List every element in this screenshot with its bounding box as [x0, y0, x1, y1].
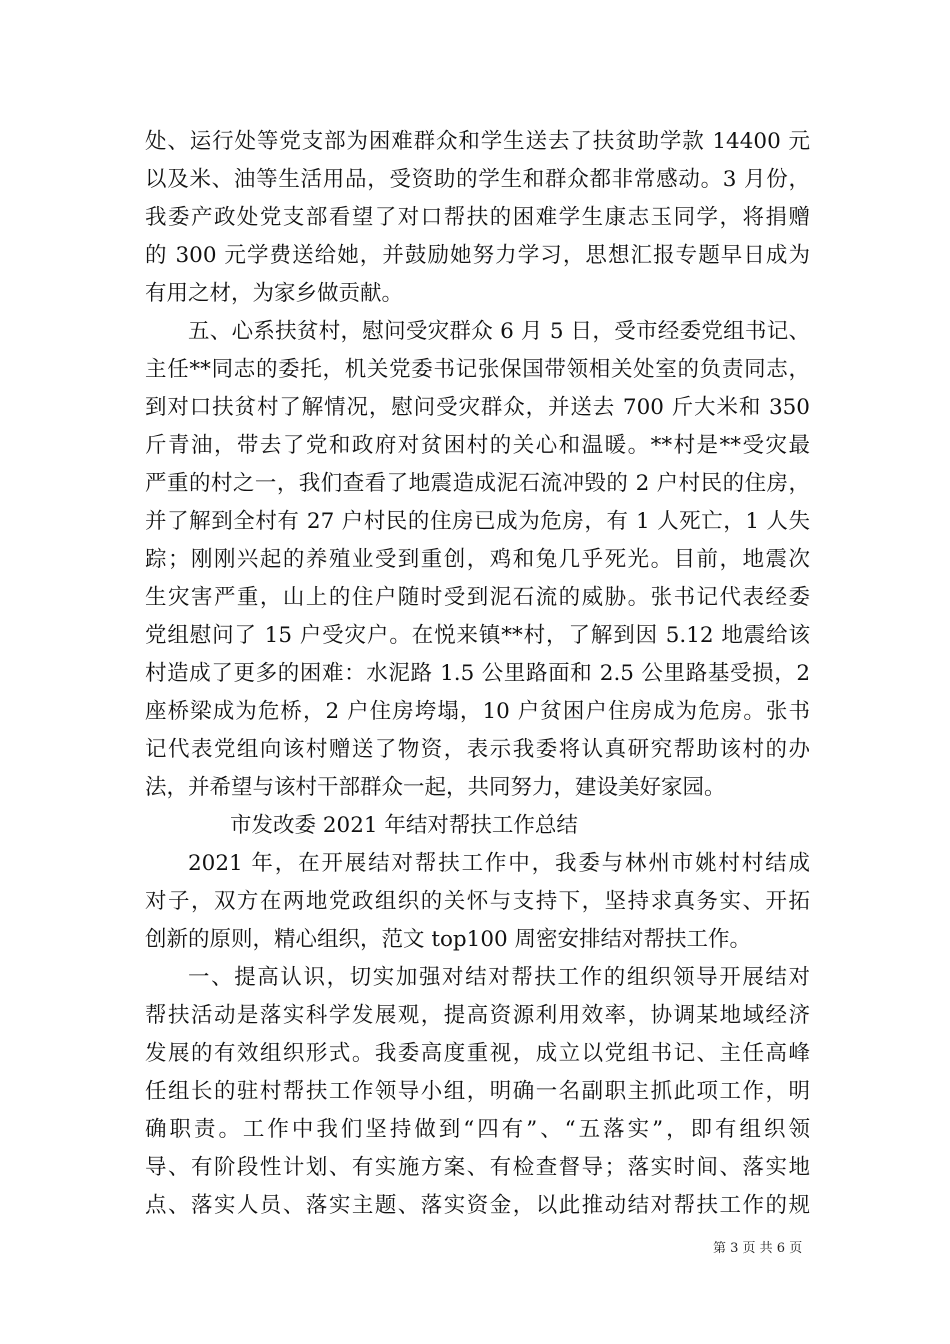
body-text-line: 确职责。工作中我们坚持做到“四有”、“五落实”，即有组织领 — [145, 1117, 810, 1142]
body-text-line: 法，并希望与该村干部群众一起，共同努力，建设美好家园。 — [145, 775, 726, 800]
body-text-line: 主任**同志的委托，机关党委书记张保国带领相关处室的负责同志， — [145, 357, 810, 382]
body-text-line: 帮扶活动是落实科学发展观，提高资源利用效率，协调某地域经济 — [145, 1003, 810, 1028]
body-text-line: 的 300 元学费送给她，并鼓励她努力学习，思想汇报专题早日成为 — [145, 243, 810, 268]
body-text-line: 座桥梁成为危桥，2 户住房垮塌，10 户贫困户住房成为危房。张书 — [145, 699, 810, 724]
body-text-line: 导、有阶段性计划、有实施方案、有检查督导；落实时间、落实地 — [145, 1155, 810, 1180]
body-text-line: 我委产政处党支部看望了对口帮扶的困难学生康志玉同学，将捐赠 — [145, 205, 810, 230]
body-text-line: 发展的有效组织形式。我委高度重视，成立以党组书记、主任高峰 — [145, 1041, 810, 1066]
body-text-line: 党组慰问了 15 户受灾户。在悦来镇**村，了解到因 5.12 地震给该 — [145, 623, 810, 648]
paragraph-first-line: 一、提高认识，切实加强对结对帮扶工作的组织领导开展结对 — [188, 965, 810, 990]
section-title: 市发改委 2021 年结对帮扶工作总结 — [230, 813, 578, 838]
body-text-line: 对子，双方在两地党政组织的关怀与支持下，坚持求真务实、开拓 — [145, 889, 810, 914]
body-text-line: 有用之材，为家乡做贡献。 — [145, 281, 404, 306]
paragraph-first-line: 2021 年，在开展结对帮扶工作中，我委与林州市姚村村结成 — [188, 851, 810, 876]
body-text-line: 创新的原则，精心组织，范文 top100 周密安排结对帮扶工作。 — [145, 927, 752, 952]
body-text-line: 踪；刚刚兴起的养殖业受到重创，鸡和兔几乎死光。目前，地震次 — [145, 547, 810, 572]
body-text-line: 任组长的驻村帮扶工作领导小组，明确一名副职主抓此项工作，明 — [145, 1079, 810, 1104]
body-text-line: 处、运行处等党支部为困难群众和学生送去了扶贫助学款 14400 元 — [145, 129, 810, 154]
body-text-line: 严重的村之一，我们查看了地震造成泥石流冲毁的 2 户村民的住房， — [145, 471, 810, 496]
page-number-footer: 第 3 页 共 6 页 — [713, 1241, 803, 1256]
paragraph-first-line: 五、心系扶贫村，慰问受灾群众 6 月 5 日，受市经委党组书记、 — [188, 319, 810, 344]
body-text-line: 点、落实人员、落实主题、落实资金，以此推动结对帮扶工作的规 — [145, 1193, 810, 1218]
body-text-line: 生灾害严重，山上的住户随时受到泥石流的威胁。张书记代表经委 — [145, 585, 810, 610]
body-text-line: 记代表党组向该村赠送了物资，表示我委将认真研究帮助该村的办 — [145, 737, 810, 762]
body-text-line: 以及米、油等生活用品，受资助的学生和群众都非常感动。3 月份， — [145, 167, 810, 192]
body-text-line: 并了解到全村有 27 户村民的住房已成为危房，有 1 人死亡，1 人失 — [145, 509, 810, 534]
body-text-line: 村造成了更多的困难：水泥路 1.5 公里路面和 2.5 公里路基受损，2 — [145, 661, 810, 686]
body-text-line: 斤青油，带去了党和政府对贫困村的关心和温暖。**村是**受灾最 — [145, 433, 810, 458]
body-text-line: 到对口扶贫村了解情况，慰问受灾群众，并送去 700 斤大米和 350 — [145, 395, 810, 420]
